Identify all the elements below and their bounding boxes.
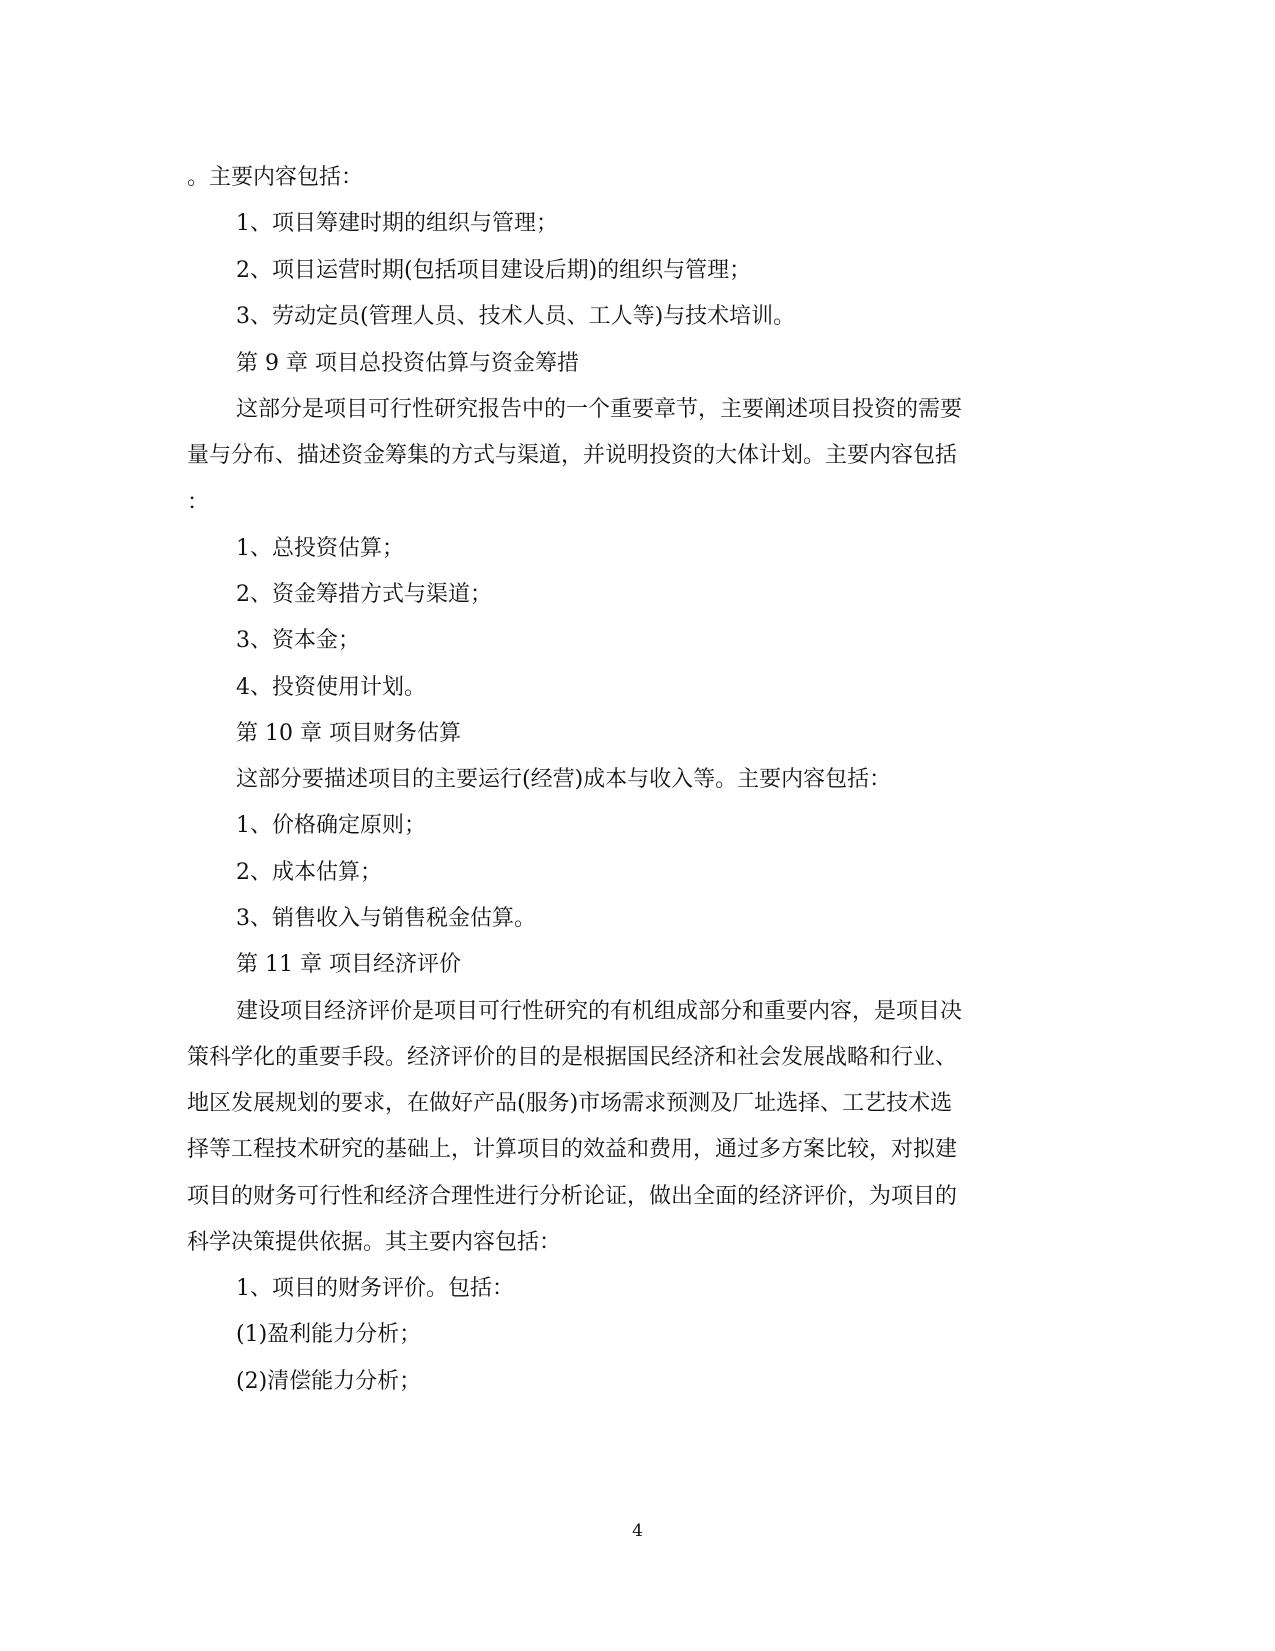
paragraph-line: 科学决策提供依据。其主要内容包括： (187, 1230, 562, 1255)
paragraph-line: 地区发展规划的要求，在做好产品(服务)市场需求预测及厂址选择、工艺技术选 (187, 1091, 953, 1116)
list-item: 2、成本估算； (236, 860, 382, 885)
paragraph-line: 策科学化的重要手段。经济评价的目的是根据国民经济和社会发展战略和行业、 (187, 1045, 958, 1070)
list-item: 3、销售收入与销售税金估算。 (236, 906, 536, 931)
paragraph-line: 择等工程技术研究的基础上，计算项目的效益和费用，通过多方案比较，对拟建 (187, 1137, 958, 1162)
chapter-heading: 第 9 章 项目总投资估算与资金筹措 (236, 351, 579, 376)
paragraph-line: 这部分是项目可行性研究报告中的一个重要章节，主要阐述项目投资的需要 (236, 397, 963, 422)
chapter-heading: 第 10 章 项目财务估算 (236, 721, 461, 746)
list-item: 2、项目运营时期(包括项目建设后期)的组织与管理； (236, 258, 752, 283)
list-item: 1、价格确定原则； (236, 813, 426, 838)
paragraph-line: ： (187, 490, 210, 515)
list-item: 4、投资使用计划。 (236, 675, 426, 700)
list-item: 1、项目的财务评价。包括： (236, 1276, 514, 1301)
list-item: (2)清偿能力分析； (236, 1369, 422, 1394)
list-item: 1、项目筹建时期的组织与管理； (236, 211, 558, 236)
page-number: 4 (632, 1521, 643, 1541)
list-item: 1、总投资估算； (236, 536, 404, 561)
paragraph-line: 量与分布、描述资金筹集的方式与渠道，并说明投资的大体计划。主要内容包括 (187, 443, 958, 468)
list-item: 2、资金筹措方式与渠道； (236, 582, 492, 607)
list-item: (1)盈利能力分析； (236, 1322, 422, 1347)
paragraph-line: 项目的财务可行性和经济合理性进行分析论证，做出全面的经济评价，为项目的 (187, 1184, 958, 1209)
text-line: 。主要内容包括： (187, 165, 364, 190)
paragraph-line: 这部分要描述项目的主要运行(经营)成本与收入等。主要内容包括： (236, 767, 892, 792)
paragraph-line: 建设项目经济评价是项目可行性研究的有机组成部分和重要内容，是项目决 (236, 999, 963, 1024)
list-item: 3、资本金； (236, 628, 360, 653)
list-item: 3、劳动定员(管理人员、技术人员、工人等)与技术培训。 (236, 304, 796, 329)
chapter-heading: 第 11 章 项目经济评价 (236, 952, 461, 977)
